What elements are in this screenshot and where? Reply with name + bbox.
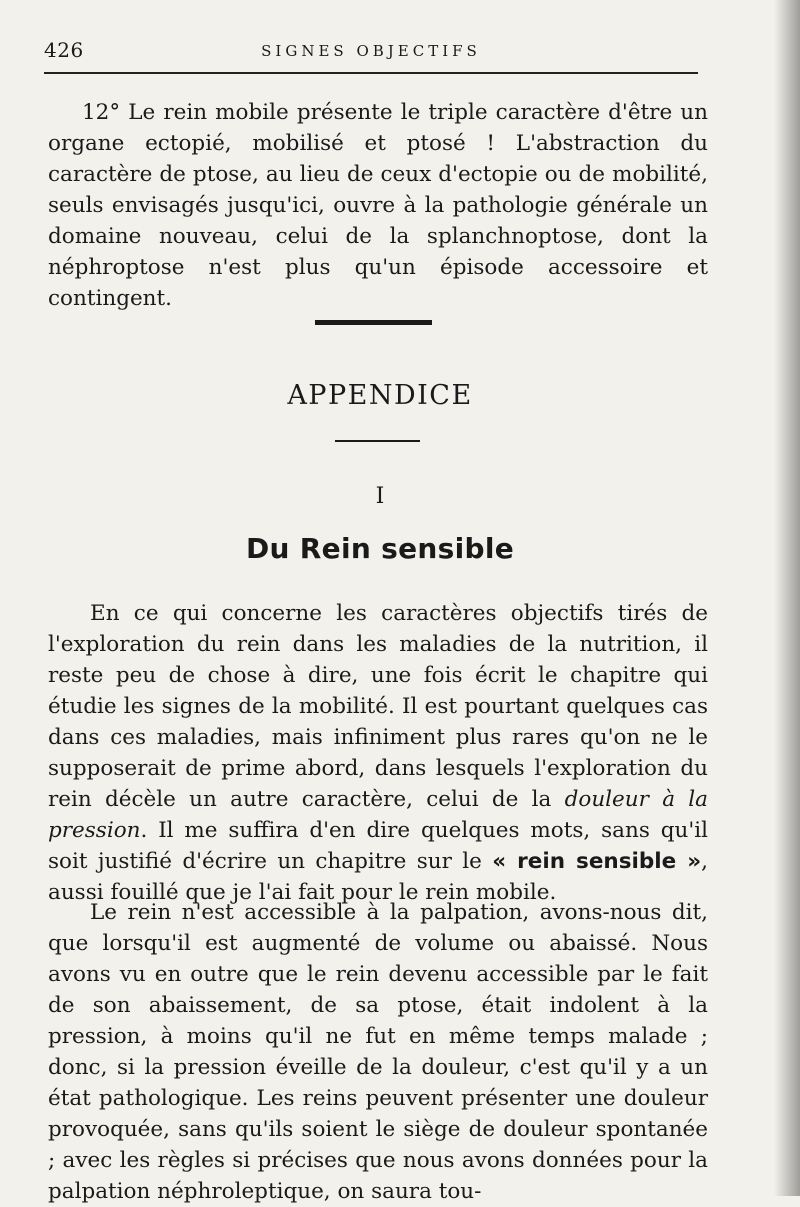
page-edge-shadow	[774, 0, 800, 1196]
section-divider-thick	[315, 320, 432, 325]
running-head: SIGNES OBJECTIFS	[261, 42, 481, 60]
paragraph-text-part: . Il me suffira d'en dire quelques mots, sans qu'il soit justifié d'écrire un chapitre sur le	[48, 818, 708, 874]
bold-phrase: « rein sensible »	[492, 849, 702, 874]
appendix-title: APPENDICE	[287, 380, 473, 411]
paragraph-palpation: Le rein n'est accessible à la palpation, avons-nous dit, que lorsqu'il est augmenté de volume ou abaissé. Nous avons vu en outre que le rein devenu accessible par le fait de son abaissement, de sa ptose, était indolent à la pression, à moins qu'il ne fut en même temps malade ; donc, si la pression éveille de la douleur, c'est qu'il y a un état pathologique. Les reins peuvent présenter une douleur provoquée, sans qu'ils soient le siège de douleur spontanée ; avec les règles si précises que nous avons données pour la palpation néphroleptique, on saura tou-	[48, 900, 708, 1204]
section-title: Du Rein sensible	[245, 532, 515, 565]
section-divider-thin	[335, 440, 420, 442]
section-number: I	[375, 484, 385, 509]
paragraph-rein-sensible	[48, 598, 708, 908]
paragraph-text-part: En ce qui concerne les caractères objectifs tirés de l'exploration du rein dans les maladies de la nutrition, il reste peu de chose à dire, une fois écrit le chapitre qui étudie les signes de la mobilité. Il est pourtant quelques cas dans ces maladies, mais infiniment plus rares qu'on ne le supposerait de prime abord, dans lesquels l'exploration du rein décèle un autre caractère, celui de la	[48, 601, 708, 812]
page-header	[44, 38, 698, 74]
page-number: 426	[44, 38, 84, 62]
paragraph-text-part: , aussi fouillé que je l'ai fait pour le rein mobile.	[48, 849, 708, 905]
emphasized-phrase: douleur à la pression	[48, 787, 708, 843]
paragraph-ptose: 12° Le rein mobile présente le triple caractère d'être un organe ectopié, mobilisé et ptosé ! L'abstraction du caractère de ptose, au lieu de ceux d'ectopie ou de mobilité, seuls envisagés jusqu'ici, ouvre à la pathologie générale un domaine nouveau, celui de la splanchnoptose, dont la néphroptose n'est plus qu'un épisode accessoire et contingent.	[48, 100, 708, 311]
